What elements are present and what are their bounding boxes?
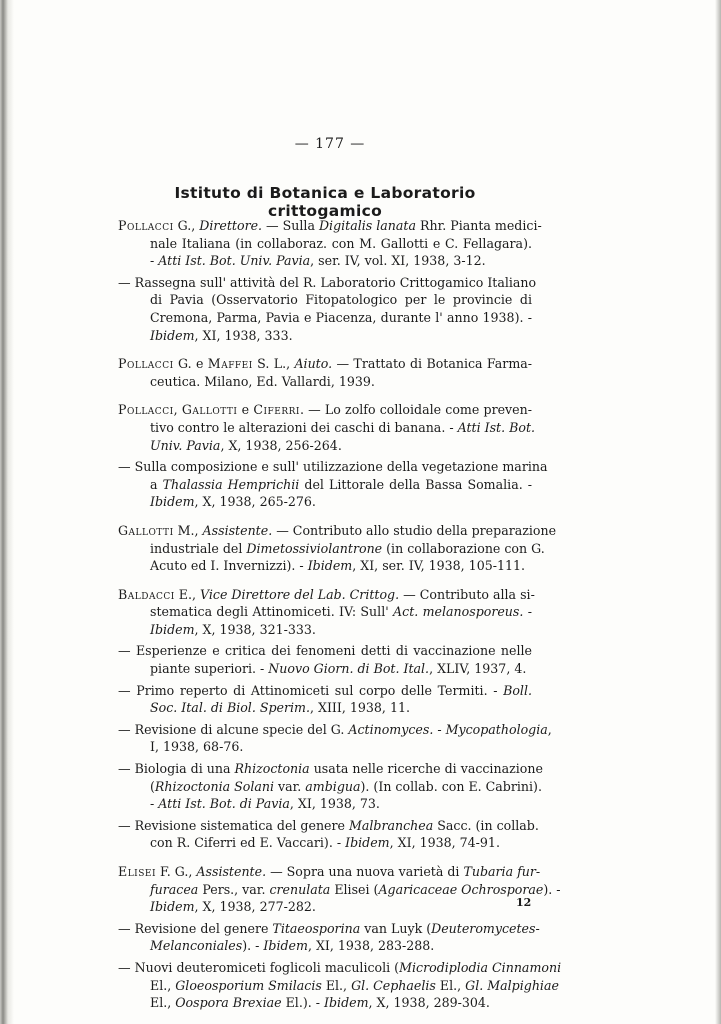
text-segment: , XLIV, 1937, 4. bbox=[429, 661, 527, 677]
text-segment: Acuto ed I. Invernizzi). - bbox=[150, 558, 308, 574]
entry-line bbox=[118, 327, 532, 345]
entry-line bbox=[118, 682, 532, 700]
text-segment: van Luyk ( bbox=[360, 920, 432, 936]
text-segment: El., bbox=[321, 977, 352, 993]
text-segment: (in collaborazione con G. bbox=[382, 540, 545, 556]
italic-text: Gl. Malpighiae bbox=[465, 977, 559, 993]
bibliography-entry bbox=[118, 920, 540, 955]
italic-text: Soc. Ital. di Biol. Sperim. bbox=[150, 700, 310, 716]
entry-line bbox=[118, 977, 559, 995]
text-segment: ceutica. Milano, Ed. Vallardi, 1939. bbox=[150, 373, 375, 389]
text-segment: El., bbox=[150, 977, 176, 993]
bibliography-entry bbox=[118, 863, 561, 916]
text-segment: — Nuovi deuteromiceti foglicoli maculicoli ( bbox=[118, 959, 400, 975]
bibliography-entry bbox=[118, 817, 539, 852]
entry-line bbox=[118, 603, 532, 621]
italic-text: Ibidem bbox=[150, 327, 195, 343]
italic-text: Assistente. bbox=[202, 522, 273, 538]
entry-line bbox=[118, 898, 532, 916]
italic-text: Agaricaceae Ochrosporae bbox=[378, 881, 544, 897]
text-segment: , X, 1938, 277-282. bbox=[194, 899, 316, 915]
text-segment: — Sulla bbox=[262, 218, 319, 233]
text-segment: — Sulla composizione e sull' utilizzazione della vegetazione marina bbox=[118, 459, 548, 475]
text-segment: , X, 1938, 265-276. bbox=[194, 494, 316, 510]
entry-line bbox=[118, 235, 532, 253]
entry-line bbox=[118, 920, 540, 938]
italic-text: Atti Ist. Bot. bbox=[457, 419, 536, 435]
entry-line bbox=[118, 778, 542, 796]
italic-text: Univ. Pavia bbox=[150, 437, 221, 453]
italic-text: Ibidem bbox=[150, 899, 195, 915]
entry-line bbox=[118, 994, 532, 1012]
text-segment: ). - bbox=[242, 938, 264, 954]
text-segment: e bbox=[237, 402, 254, 418]
bibliography-entry bbox=[118, 682, 532, 717]
italic-text: Boll. bbox=[503, 682, 532, 698]
text-segment: ( bbox=[150, 778, 155, 794]
text-segment: Elisei ( bbox=[330, 881, 379, 897]
italic-text: Ibidem bbox=[324, 995, 369, 1011]
entry-line bbox=[118, 760, 543, 778]
entry-line bbox=[118, 373, 532, 391]
entry-line bbox=[118, 721, 552, 739]
section-title: Istituto di Botanica e Laboratorio crittogamico bbox=[174, 184, 476, 220]
text-segment: — Sopra una nuova varietà di bbox=[266, 864, 464, 879]
entry-line bbox=[118, 522, 557, 540]
text-segment: I, 1938, 68-76. bbox=[150, 739, 244, 755]
scan-binding-edge bbox=[0, 0, 14, 1024]
bibliography-entry bbox=[118, 274, 537, 344]
italic-text: Oospora Brexiae bbox=[175, 995, 282, 1011]
italic-text: Actinomyces. bbox=[348, 721, 434, 737]
italic-text: Vice Direttore del Lab. Crittog. bbox=[200, 586, 400, 602]
text-segment: stematica degli Attinomiceti. IV: Sull' bbox=[150, 604, 394, 620]
entry-line bbox=[118, 881, 561, 899]
entry-line bbox=[118, 355, 532, 373]
italic-text: Mycopathologia bbox=[445, 721, 548, 737]
text-segment: tivo contro le alterazioni dei caschi di banana. - bbox=[150, 419, 458, 435]
text-segment: ). (In collab. con E. Cabrini). bbox=[360, 778, 542, 794]
italic-text: Assistente. bbox=[196, 864, 267, 879]
text-segment: , XI, ser. IV, 1938, 105-111. bbox=[352, 558, 526, 574]
entry-line bbox=[118, 738, 532, 756]
text-segment: — Revisione di alcune specie del G. bbox=[118, 721, 349, 737]
text-segment: . — Lo zolfo colloidale come preven- bbox=[299, 402, 532, 418]
text-segment: M., bbox=[173, 522, 203, 538]
text-segment: — Biologia di una bbox=[118, 761, 235, 777]
bibliography-entry bbox=[118, 355, 532, 390]
text-segment: , bbox=[173, 402, 182, 418]
entry-line bbox=[118, 586, 535, 604]
text-segment: piante superiori. - bbox=[150, 661, 269, 677]
author-name: Gallotti bbox=[118, 522, 174, 538]
text-segment: , X, 1938, 321-333. bbox=[194, 621, 316, 637]
italic-text: Ibidem bbox=[150, 494, 195, 510]
text-segment: , XI, 1938, 73. bbox=[289, 796, 380, 812]
bibliography-entry bbox=[118, 642, 532, 677]
entry-line bbox=[118, 795, 532, 813]
text-segment: El.). - bbox=[281, 995, 325, 1011]
text-segment: industriale del bbox=[150, 540, 247, 556]
italic-text: Thalassia Hemprichii bbox=[162, 476, 300, 492]
entry-line bbox=[118, 458, 548, 476]
entry-line bbox=[118, 493, 532, 511]
text-segment: Pers., var. bbox=[198, 881, 270, 897]
italic-text: Rhizoctonia bbox=[234, 761, 310, 777]
bibliography-list bbox=[118, 217, 562, 1016]
entry-line bbox=[118, 817, 539, 835]
bibliography-entry bbox=[118, 586, 535, 639]
italic-text: Titaeosporina bbox=[272, 920, 361, 936]
entry-line bbox=[118, 660, 532, 678]
text-segment: E., bbox=[174, 586, 200, 602]
author-name: Pollacci bbox=[118, 218, 174, 233]
text-segment: di Pavia (Osservatorio Fitopatologico per le provincie di bbox=[150, 292, 532, 308]
author-name: Elisei bbox=[118, 864, 157, 879]
text-segment: - bbox=[150, 253, 159, 269]
text-segment: a bbox=[150, 476, 163, 492]
italic-text: Ibidem bbox=[150, 621, 195, 637]
text-segment: , X, 1938, 289-304. bbox=[368, 995, 490, 1011]
entry-line bbox=[118, 642, 532, 660]
text-segment: - bbox=[433, 721, 446, 737]
text-segment: — Esperienze e critica dei fenomeni detti di vaccinazione nelle bbox=[118, 643, 532, 659]
scan-right-edge bbox=[715, 0, 721, 1024]
author-name: Ciferri bbox=[253, 402, 300, 418]
bibliography-entry bbox=[118, 458, 548, 511]
italic-text: Nuovo Giorn. di Bot. Ital. bbox=[268, 661, 430, 677]
entry-line bbox=[118, 621, 532, 639]
entry-line bbox=[118, 557, 532, 575]
text-segment: , X, 1938, 256-264. bbox=[220, 437, 342, 453]
italic-text: ambigua bbox=[305, 778, 361, 794]
entry-line bbox=[118, 274, 537, 292]
text-segment: con R. Ciferri ed E. Vaccari). - bbox=[150, 835, 346, 851]
italic-text: Gloeosporium Smilacis bbox=[175, 977, 322, 993]
italic-text: Ibidem bbox=[307, 558, 353, 574]
italic-text: crenulata bbox=[269, 881, 331, 897]
entry-line bbox=[118, 540, 545, 558]
author-name: Baldacci bbox=[118, 586, 175, 602]
text-segment: — Trattato di Botanica Farma- bbox=[332, 356, 533, 372]
text-segment: , ser. IV, vol. XI, 1938, 3-12. bbox=[310, 253, 486, 269]
text-segment: , bbox=[547, 721, 552, 737]
bibliography-entry bbox=[118, 217, 542, 270]
author-name: Maffei bbox=[207, 356, 253, 372]
text-segment: , XI, 1938, 333. bbox=[194, 327, 293, 343]
italic-text: Rhizoctonia Solani bbox=[154, 778, 274, 794]
text-segment: ). - bbox=[543, 881, 561, 897]
entry-line bbox=[118, 291, 532, 309]
text-segment: var. bbox=[274, 778, 306, 794]
text-segment: G. e bbox=[173, 356, 208, 372]
bibliography-entry bbox=[118, 959, 562, 1012]
bibliography-entry bbox=[118, 760, 543, 813]
author-name: Gallotti bbox=[181, 402, 238, 418]
text-segment: — Contributo alla si- bbox=[399, 586, 535, 602]
entry-line bbox=[118, 252, 532, 270]
text-segment: — Revisione sistematica del genere bbox=[118, 817, 349, 833]
entry-line bbox=[118, 437, 532, 455]
entry-line bbox=[118, 699, 532, 717]
italic-text: Deuteromycetes- bbox=[431, 920, 540, 936]
italic-text: Tubaria fur- bbox=[463, 864, 541, 879]
author-name: Pollacci bbox=[118, 402, 174, 418]
bibliography-entry bbox=[118, 401, 536, 454]
italic-text: Dimetossiviolantrone bbox=[246, 540, 383, 556]
text-segment: nale Italiana (in collaboraz. con M. Gallotti e C. Fellagara). bbox=[150, 235, 532, 251]
italic-text: Ibidem bbox=[345, 835, 390, 851]
text-segment: — Rassegna sull' attività del R. Laboratorio Crittogamico Italiano bbox=[118, 274, 537, 290]
italic-text: Melanconiales bbox=[150, 938, 243, 954]
text-segment: F. G., bbox=[156, 864, 197, 879]
entry-line bbox=[118, 959, 562, 977]
author-name: Pollacci bbox=[118, 356, 174, 372]
page-number: — 177 — bbox=[294, 136, 366, 152]
italic-text: Atti Ist. Bot. Univ. Pavia bbox=[158, 253, 311, 269]
bibliography-entry bbox=[118, 721, 552, 756]
text-segment: S. L., bbox=[252, 356, 295, 372]
italic-text: furacea bbox=[150, 881, 199, 897]
entry-line bbox=[118, 217, 542, 235]
entry-line bbox=[118, 937, 532, 955]
signature-mark: 12 bbox=[516, 896, 532, 909]
text-segment: G., bbox=[173, 218, 200, 233]
text-segment: , XI, 1938, 74-91. bbox=[389, 835, 500, 851]
entry-line bbox=[118, 476, 532, 494]
text-segment: — Revisione del genere bbox=[118, 920, 273, 936]
italic-text: Direttore. bbox=[199, 218, 263, 233]
italic-text: Act. melanosporeus. bbox=[393, 604, 524, 620]
bibliography-entry bbox=[118, 522, 557, 575]
italic-text: Ibidem bbox=[263, 938, 308, 954]
text-segment: Rhr. Pianta medici- bbox=[415, 218, 542, 233]
text-segment: El., bbox=[150, 995, 176, 1011]
italic-text: Digitalis lanata bbox=[318, 218, 416, 233]
text-segment: — Contributo allo studio della preparazione bbox=[272, 522, 557, 538]
italic-text: Atti Ist. Bot. di Pavia bbox=[158, 796, 290, 812]
entry-line bbox=[118, 401, 532, 419]
entry-line bbox=[118, 309, 532, 327]
text-segment: , XIII, 1938, 11. bbox=[309, 700, 410, 716]
text-segment: - bbox=[150, 796, 159, 812]
text-segment: - bbox=[523, 604, 532, 620]
italic-text: Gl. Cephaelis bbox=[351, 977, 436, 993]
entry-line bbox=[118, 863, 541, 881]
text-segment: Cremona, Parma, Pavia e Piacenza, durante l' anno 1938). - bbox=[150, 309, 532, 325]
text-segment: usata nelle ricerche di vaccinazione bbox=[309, 761, 543, 777]
text-segment: Sacc. (in collab. bbox=[433, 817, 539, 833]
italic-text: Malbranchea bbox=[349, 817, 434, 833]
entry-line bbox=[118, 834, 532, 852]
text-segment: El., bbox=[435, 977, 466, 993]
text-segment: , XI, 1938, 283-288. bbox=[307, 938, 435, 954]
italic-text: Aiuto. bbox=[294, 356, 333, 372]
text-segment: — Primo reperto di Attinomiceti sul corpo delle Termiti. - bbox=[118, 682, 504, 698]
entry-line bbox=[118, 419, 536, 437]
text-segment: del Littorale della Bassa Somalia. - bbox=[299, 476, 533, 492]
italic-text: Microdiplodia Cinnamoni bbox=[399, 959, 562, 975]
